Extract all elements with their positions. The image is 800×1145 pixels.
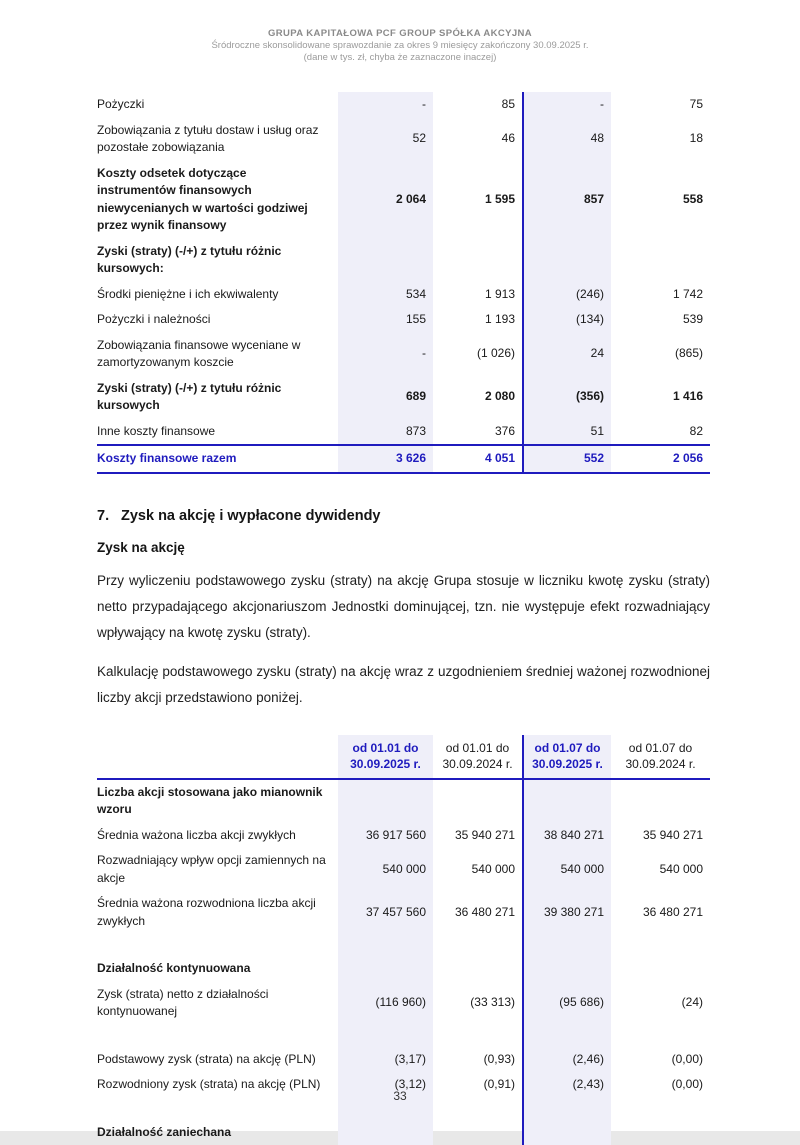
table-header-row <box>97 735 710 780</box>
table-row <box>97 982 710 1025</box>
value-cell <box>611 934 710 956</box>
section-number: 7. <box>97 508 121 524</box>
value-cell: 540 000 <box>611 848 710 891</box>
row-label: Pożyczki i należności <box>97 307 338 333</box>
value-cell: 873 <box>338 419 433 445</box>
table-row <box>97 823 710 849</box>
subsection-heading: Zysk na akcję <box>97 540 800 555</box>
period-line1: od 01.01 do <box>352 740 418 756</box>
value-cell: 1 193 <box>433 307 522 333</box>
value-cell: 36 480 271 <box>433 891 522 934</box>
value-cell: (246) <box>522 282 611 308</box>
value-cell: 552 <box>522 446 611 472</box>
value-cell: 46 <box>433 118 522 161</box>
value-cell: 39 380 271 <box>522 891 611 934</box>
value-cell: 82 <box>611 419 710 445</box>
value-cell <box>611 239 710 282</box>
row-label: Działalność zaniechana <box>97 1120 338 1145</box>
row-label: Liczba akcji stosowana jako mianownik wzoru <box>97 780 338 823</box>
value-cell <box>433 239 522 282</box>
value-cell: 534 <box>338 282 433 308</box>
value-cell: (356) <box>522 376 611 419</box>
value-cell: (2,43) <box>522 1072 611 1098</box>
value-cell <box>611 956 710 982</box>
table-row <box>97 848 710 891</box>
row-label: Zobowiązania finansowe wyceniane w zamortyzowanym koszcie <box>97 333 338 376</box>
paragraph-eps-method: Przy wyliczeniu podstawowego zysku (straty) na akcję Grupa stosuje w liczniku kwotę zysku (straty) netto przypadającego akcjonariuszom Jednostki dominującej, tzn. nie występuje efekt rozwadniający wpływający na kwotę zysku (straty). <box>97 568 710 646</box>
value-cell: 48 <box>522 118 611 161</box>
spacer-row <box>97 934 710 956</box>
value-cell: 75 <box>611 92 710 118</box>
row-label: Koszty finansowe razem <box>97 446 338 472</box>
value-cell: 52 <box>338 118 433 161</box>
table-row <box>97 376 710 419</box>
value-cell: 540 000 <box>522 848 611 891</box>
value-cell: 4 051 <box>433 446 522 472</box>
row-label: Zyski (straty) (-/+) z tytułu różnic kursowych <box>97 376 338 419</box>
period-line2: 30.09.2024 r. <box>625 756 695 772</box>
value-cell <box>522 239 611 282</box>
period-line1: od 01.01 do <box>446 740 509 756</box>
table-row <box>97 118 710 161</box>
period-line2: 30.09.2024 r. <box>442 756 512 772</box>
value-cell: (1 026) <box>433 333 522 376</box>
value-cell <box>338 780 433 823</box>
earnings-per-share-table <box>97 735 710 1145</box>
report-subtitle: Śródroczne skonsolidowane sprawozdanie za okres 9 miesięcy zakończony 30.09.2025 r. <box>0 40 800 52</box>
row-label: Pożyczki <box>97 92 338 118</box>
value-cell <box>522 780 611 823</box>
value-cell: (24) <box>611 982 710 1025</box>
row-label: Inne koszty finansowe <box>97 419 338 445</box>
value-cell <box>338 1025 433 1047</box>
value-cell: (0,93) <box>433 1047 522 1073</box>
value-cell: 1 416 <box>611 376 710 419</box>
row-label: Zyski (straty) (-/+) z tytułu różnic kursowych: <box>97 239 338 282</box>
section-title: Zysk na akcję i wypłacone dywidendy <box>121 508 381 524</box>
value-cell: 2 080 <box>433 376 522 419</box>
value-cell: (3,17) <box>338 1047 433 1073</box>
value-cell: 37 457 560 <box>338 891 433 934</box>
value-cell <box>338 956 433 982</box>
value-cell <box>433 1120 522 1145</box>
table-row <box>97 161 710 239</box>
period-line1: od 01.07 do <box>629 740 692 756</box>
row-label: Średnia ważona rozwodniona liczba akcji zwykłych <box>97 891 338 934</box>
value-cell: (0,00) <box>611 1047 710 1073</box>
value-cell <box>338 239 433 282</box>
value-cell: 38 840 271 <box>522 823 611 849</box>
value-cell: 539 <box>611 307 710 333</box>
finance-costs-table <box>97 92 710 474</box>
value-cell: 85 <box>433 92 522 118</box>
row-label: Rozwadniający wpływ opcji zamiennych na akcje <box>97 848 338 891</box>
value-cell <box>338 934 433 956</box>
value-cell: 558 <box>611 161 710 239</box>
spacer-row <box>97 1025 710 1047</box>
value-cell: 1 913 <box>433 282 522 308</box>
table-row <box>97 891 710 934</box>
table-row <box>97 956 710 982</box>
value-cell: 155 <box>338 307 433 333</box>
value-cell: (0,91) <box>433 1072 522 1098</box>
document-header <box>0 0 800 64</box>
period-line2: 30.09.2025 r. <box>350 756 421 772</box>
paragraph-eps-calculation: Kalkulację podstawowego zysku (straty) na akcję wraz z uzgodnieniem średniej ważonej rozwodnionej liczby akcji przedstawiono poniżej. <box>97 659 710 711</box>
header-spacer-cell <box>97 735 338 778</box>
table-row <box>97 333 710 376</box>
value-cell <box>433 780 522 823</box>
value-cell: - <box>338 333 433 376</box>
period-column-header <box>522 735 611 778</box>
value-cell: (0,00) <box>611 1072 710 1098</box>
value-cell <box>611 780 710 823</box>
value-cell <box>522 1120 611 1145</box>
table-row <box>97 239 710 282</box>
row-label: Koszty odsetek dotyczące instrumentów finansowych niewycenianych w wartości godziwej przez wynik finansowy <box>97 161 338 239</box>
value-cell: (134) <box>522 307 611 333</box>
units-note: (dane w tys. zł, chyba że zaznaczone inaczej) <box>0 52 800 64</box>
section-heading <box>97 508 800 524</box>
value-cell <box>522 956 611 982</box>
row-label: Rozwodniony zysk (strata) na akcję (PLN) <box>97 1072 338 1098</box>
value-cell: 1 742 <box>611 282 710 308</box>
value-cell: (3,12) <box>338 1072 433 1098</box>
value-cell <box>433 956 522 982</box>
company-title: GRUPA KAPITAŁOWA PCF GROUP SPÓŁKA AKCYJNA <box>0 27 800 40</box>
value-cell: 36 917 560 <box>338 823 433 849</box>
value-cell: (33 313) <box>433 982 522 1025</box>
value-cell: 2 056 <box>611 446 710 472</box>
table-row <box>97 780 710 823</box>
value-cell <box>522 934 611 956</box>
row-label: Działalność kontynuowana <box>97 956 338 982</box>
row-label: Podstawowy zysk (strata) na akcję (PLN) <box>97 1047 338 1073</box>
table-row <box>97 92 710 118</box>
value-cell: 376 <box>433 419 522 445</box>
value-cell: 689 <box>338 376 433 419</box>
value-cell <box>433 934 522 956</box>
value-cell <box>611 1120 710 1145</box>
period-line1: od 01.07 do <box>534 740 600 756</box>
value-cell: (2,46) <box>522 1047 611 1073</box>
row-label: Środki pieniężne i ich ekwiwalenty <box>97 282 338 308</box>
value-cell: 18 <box>611 118 710 161</box>
value-cell: (865) <box>611 333 710 376</box>
value-cell <box>522 1025 611 1047</box>
period-column-header <box>611 735 710 778</box>
value-cell <box>433 1025 522 1047</box>
table-row <box>97 419 710 445</box>
value-cell: 51 <box>522 419 611 445</box>
value-cell: 540 000 <box>338 848 433 891</box>
value-cell: (95 686) <box>522 982 611 1025</box>
table-row <box>97 282 710 308</box>
table-row <box>97 444 710 474</box>
value-cell <box>611 1025 710 1047</box>
table-row <box>97 1120 710 1145</box>
value-cell: (116 960) <box>338 982 433 1025</box>
period-line2: 30.09.2025 r. <box>532 756 603 772</box>
value-cell: 35 940 271 <box>611 823 710 849</box>
row-label: Zysk (strata) netto z działalności kontynuowanej <box>97 982 338 1025</box>
table-row <box>97 307 710 333</box>
value-cell: - <box>522 92 611 118</box>
value-cell: 36 480 271 <box>611 891 710 934</box>
value-cell <box>338 1120 433 1145</box>
page-number: 33 <box>0 1089 800 1103</box>
value-cell: 540 000 <box>433 848 522 891</box>
row-label: Zobowiązania z tytułu dostaw i usług oraz pozostałe zobowiązania <box>97 118 338 161</box>
value-cell: 24 <box>522 333 611 376</box>
value-cell: 3 626 <box>338 446 433 472</box>
value-cell: 1 595 <box>433 161 522 239</box>
row-label <box>97 934 338 956</box>
row-label: Średnia ważona liczba akcji zwykłych <box>97 823 338 849</box>
value-cell: 2 064 <box>338 161 433 239</box>
value-cell: 857 <box>522 161 611 239</box>
value-cell: 35 940 271 <box>433 823 522 849</box>
table-row <box>97 1047 710 1073</box>
period-column-header <box>338 735 433 778</box>
row-label <box>97 1025 338 1047</box>
value-cell: - <box>338 92 433 118</box>
period-column-header <box>433 735 522 778</box>
